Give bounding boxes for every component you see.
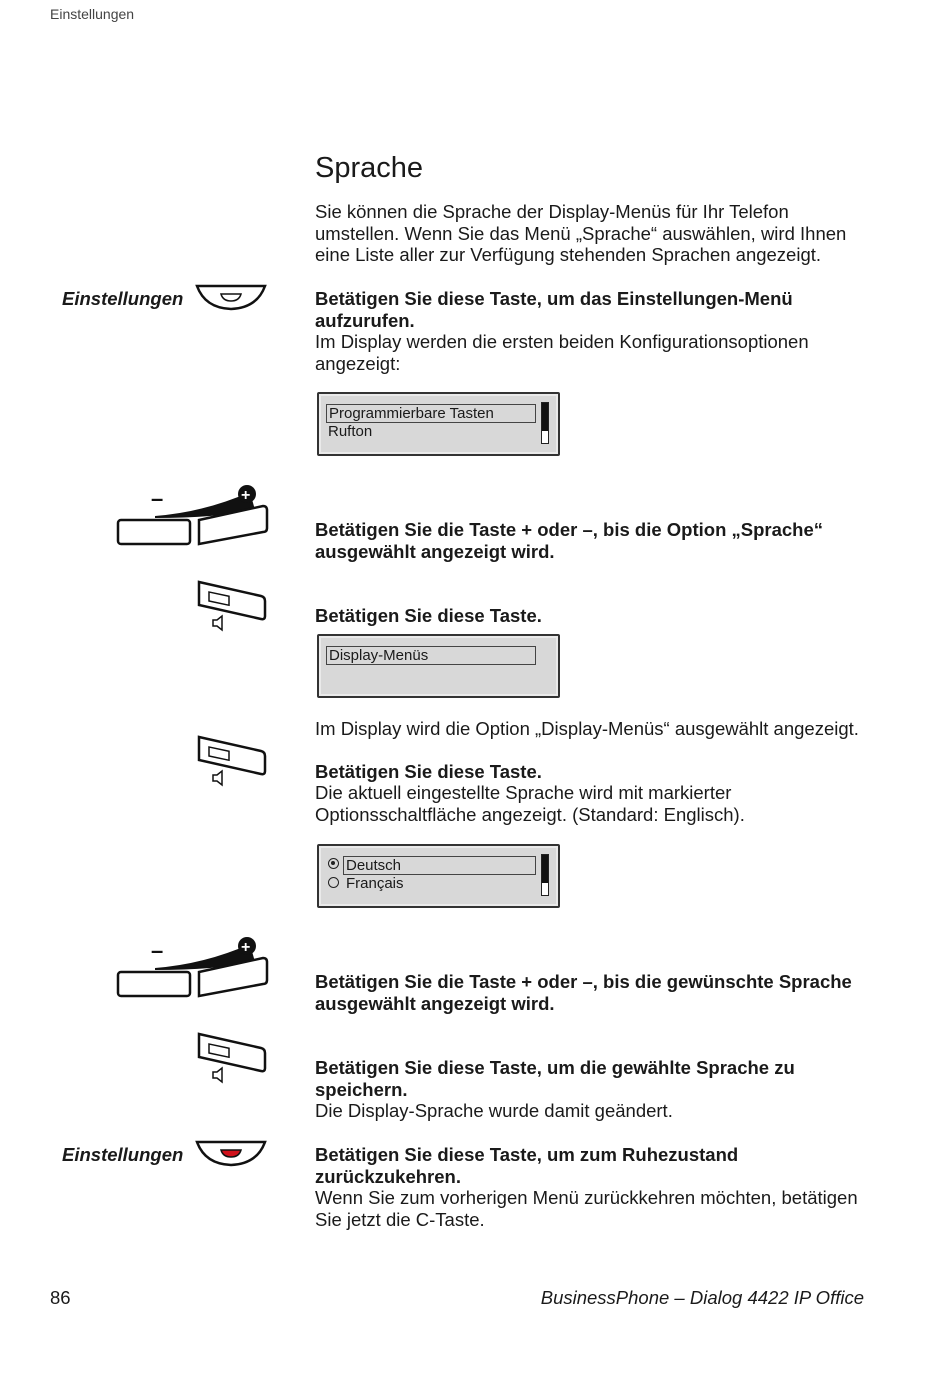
softkey-icon[interactable] xyxy=(195,733,267,789)
display-row: Rufton xyxy=(328,423,373,440)
volume-key-icon[interactable] xyxy=(115,482,270,548)
step7-description: Wenn Sie zum vorherigen Menü zurückkehren möchten, betätigen Sie jetzt die C-Taste. xyxy=(315,1187,858,1230)
display-languages xyxy=(317,844,560,908)
display-scrollbar xyxy=(541,854,549,896)
settings-key-icon[interactable] xyxy=(195,284,267,312)
volume-key-icon[interactable] xyxy=(115,934,270,1000)
product-name: BusinessPhone – Dialog 4422 IP Office xyxy=(540,1287,864,1308)
exit-key-icon[interactable] xyxy=(195,1140,267,1168)
step2-instruction: Betätigen Sie die Taste + oder –, bis die Option „Sprache“ ausgewählt angezeigt wird. xyxy=(315,519,824,562)
step3-instruction: Betätigen Sie diese Taste. xyxy=(315,605,542,626)
step5-instruction: Betätigen Sie die Taste + oder –, bis die gewünschte Sprache ausgewählt angezeigt wird. xyxy=(315,971,852,1014)
display-menus-screen xyxy=(317,634,560,698)
step1-instruction: Betätigen Sie diese Taste, um das Einstellungen-Menü aufzurufen. xyxy=(315,288,793,331)
intro-text: Sie können die Sprache der Display-Menüs für Ihr Telefon umstellen. Wenn Sie das Menü „Sprache“ auswählen, wird Ihnen eine Liste aller zur Verfügung stehenden Sprachen angezeigt. xyxy=(315,201,847,265)
display-settings-menu xyxy=(317,392,560,456)
page-number: 86 xyxy=(50,1287,71,1308)
running-header: Einstellungen xyxy=(50,6,135,22)
step6-description: Die Display-Sprache wurde damit geändert. xyxy=(315,1100,673,1121)
display-row-selected: Display-Menüs xyxy=(326,646,536,665)
display-row-selected: Deutsch xyxy=(343,856,536,875)
display-row: Français xyxy=(346,875,404,892)
step6-instruction: Betätigen Sie diese Taste, um die gewählte Sprache zu speichern. xyxy=(315,1057,795,1100)
step4-description: Die aktuell eingestellte Sprache wird mit markierter Optionsschaltfläche angezeigt. (Standard: Englisch). xyxy=(315,782,745,825)
radio-empty-icon xyxy=(328,877,339,888)
settings-key-label: Einstellungen xyxy=(62,1144,184,1165)
radio-selected-icon xyxy=(328,858,339,869)
softkey-icon[interactable] xyxy=(195,1030,267,1086)
softkey-icon[interactable] xyxy=(195,578,267,634)
step4-instruction: Betätigen Sie diese Taste. xyxy=(315,761,542,782)
page-title: Sprache xyxy=(315,152,424,184)
minus-sign: – xyxy=(151,486,164,511)
step4-pre-text: Im Display wird die Option „Display-Menüs“ ausgewählt angezeigt. xyxy=(315,718,859,739)
settings-key-label: Einstellungen xyxy=(62,288,184,309)
step7-instruction: Betätigen Sie diese Taste, um zum Ruhezustand zurückzukehren. xyxy=(315,1144,739,1187)
step1-description: Im Display werden die ersten beiden Konfigurationsoptionen angezeigt: xyxy=(315,331,809,374)
display-scrollbar xyxy=(541,402,549,444)
plus-sign: + xyxy=(241,939,251,956)
minus-sign: – xyxy=(151,938,164,963)
display-row-selected: Programmierbare Tasten xyxy=(326,404,536,423)
plus-sign: + xyxy=(241,487,251,504)
